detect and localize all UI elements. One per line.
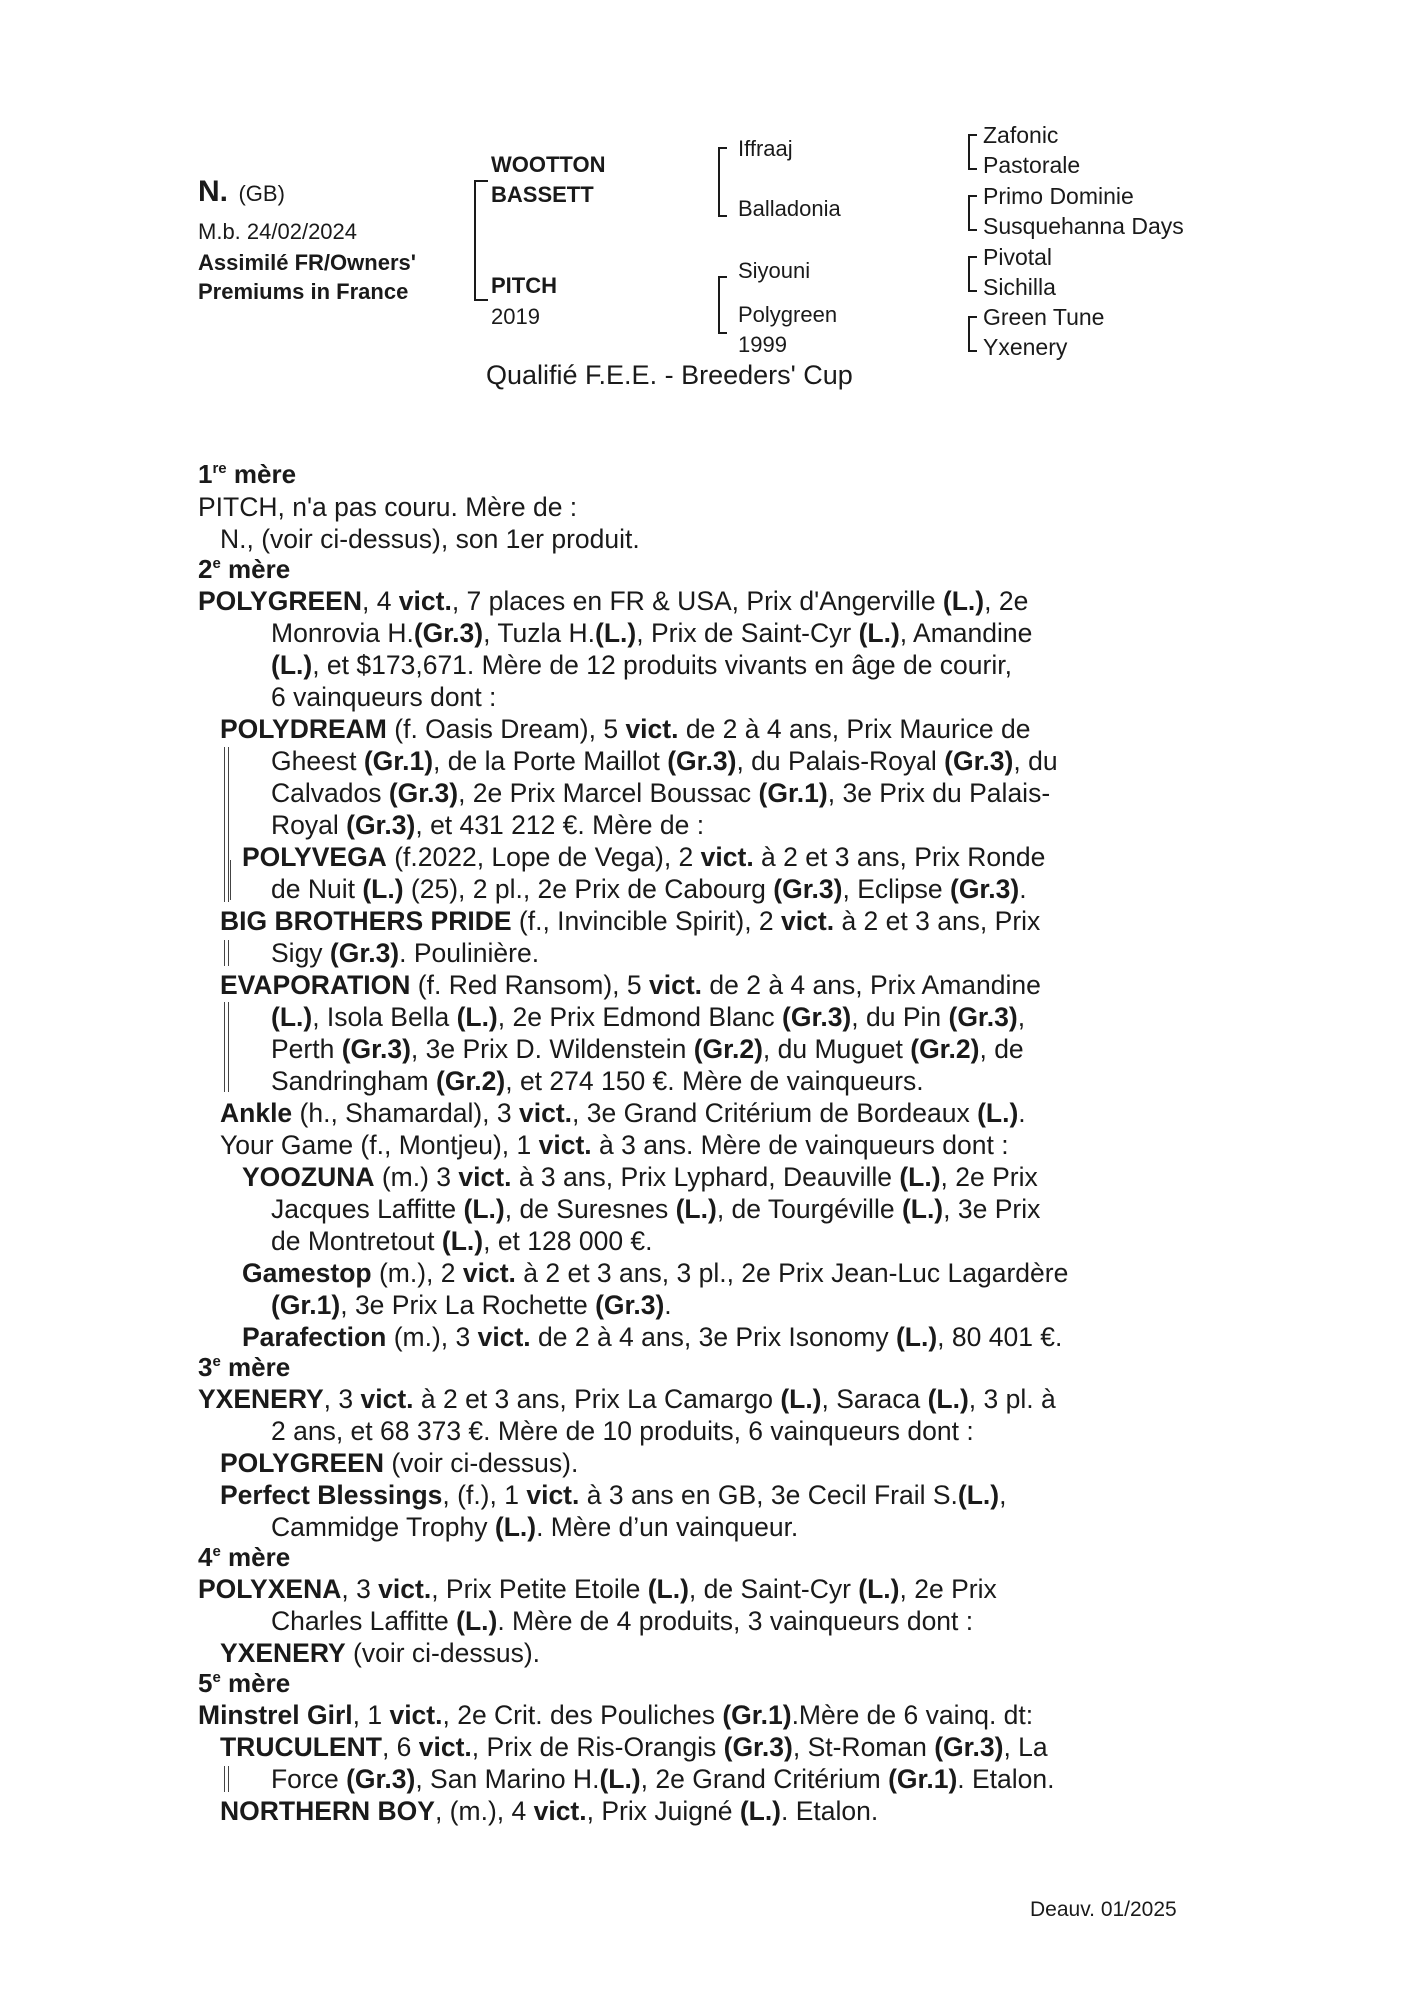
yoozuna-line-3 xyxy=(271,1226,653,1257)
grade: (Gr.3) xyxy=(341,1034,411,1064)
text: (f., Invincible Spirit), 2 xyxy=(511,906,782,936)
truculent-line-1 xyxy=(220,1732,1048,1763)
perfect-line-2 xyxy=(271,1512,798,1543)
grade: (L.) xyxy=(675,1194,717,1224)
sire-dam-sire: Primo Dominie xyxy=(983,183,1134,209)
pedigree-bracket-ss xyxy=(968,134,977,170)
text: , 3 pl. à xyxy=(968,1384,1056,1414)
yxenery2-line xyxy=(220,1638,540,1669)
text: Force xyxy=(271,1764,347,1794)
text: , St-Roman xyxy=(792,1732,935,1762)
text: , La xyxy=(1003,1732,1048,1762)
text: , de la Porte Maillot xyxy=(433,746,668,776)
section-number: 4 xyxy=(198,1542,213,1572)
vict: vict. xyxy=(360,1384,414,1414)
vict: vict. xyxy=(458,1162,512,1192)
grade: (L.) xyxy=(463,1194,505,1224)
section-word: mère xyxy=(233,459,297,489)
text: Calvados xyxy=(271,778,389,808)
ankle-line xyxy=(220,1098,1026,1129)
text: , de Suresnes xyxy=(504,1194,676,1224)
text: , 2e Crit. des Pouliches xyxy=(442,1700,723,1730)
text: , Prix de Ris-Orangis xyxy=(471,1732,724,1762)
section-suffix: e xyxy=(212,1353,221,1370)
text: . Etalon. xyxy=(957,1764,1055,1794)
text: , 3e Grand Critérium de Bordeaux xyxy=(572,1098,978,1128)
bbp-line-2 xyxy=(271,938,539,969)
section-1re-mere xyxy=(198,459,296,490)
horse-name: TRUCULENT xyxy=(220,1732,382,1762)
grade: (Gr.2) xyxy=(910,1034,980,1064)
foal-sex-dob: M.b. 24/02/2024 xyxy=(198,219,358,244)
vict: vict. xyxy=(533,1796,587,1826)
grade: (L.) xyxy=(858,1574,900,1604)
horse-name: Parafection xyxy=(242,1322,387,1352)
section-number: 5 xyxy=(198,1668,213,1698)
text: . xyxy=(1018,1098,1026,1128)
grade: (Gr.3) xyxy=(773,874,843,904)
dam-dam-year: 1999 xyxy=(738,332,787,357)
text: , 80 401 €. xyxy=(937,1322,1063,1352)
grade: (Gr.3) xyxy=(948,1002,1018,1032)
section-suffix: e xyxy=(212,1543,221,1560)
sire-sire-sire: Zafonic xyxy=(983,122,1059,148)
horse-name: Perfect Blessings xyxy=(220,1480,443,1510)
vict: vict. xyxy=(378,1574,432,1604)
polydream-line-3 xyxy=(271,778,1050,809)
vict: vict. xyxy=(538,1130,592,1160)
text: , Eclipse xyxy=(842,874,950,904)
vict: vict. xyxy=(389,1700,443,1730)
section-4e-mere xyxy=(198,1542,290,1573)
horse-name: YOOZUNA xyxy=(242,1162,375,1192)
pedigree-bracket-dd xyxy=(968,316,977,352)
gamestop-line-2 xyxy=(271,1290,672,1321)
text: (h., Shamardal), 3 xyxy=(292,1098,519,1128)
vict: vict. xyxy=(519,1098,573,1128)
polygreen-line-1 xyxy=(198,586,1028,617)
vict: vict. xyxy=(649,970,703,1000)
section-number: 1 xyxy=(198,459,213,489)
horse-name: EVAPORATION xyxy=(220,970,411,1000)
grade: (Gr.3) xyxy=(595,1290,665,1320)
gamestop-line-1 xyxy=(242,1258,1068,1289)
grade: (L.) xyxy=(362,874,404,904)
assimile-line-2: Premiums in France xyxy=(198,279,409,304)
text: , 1 xyxy=(352,1700,390,1730)
horse-name: POLYGREEN xyxy=(198,586,362,616)
grade: (Gr.3) xyxy=(950,874,1020,904)
grade: (L.) xyxy=(494,1512,537,1542)
produce-bar xyxy=(224,940,229,966)
text: Sigy xyxy=(271,938,330,968)
polydream-line-2 xyxy=(271,746,1058,777)
text: , xyxy=(999,1480,1007,1510)
produce-bar xyxy=(224,747,229,902)
text: . Mère d’un vainqueur. xyxy=(536,1512,799,1542)
yourgame-line xyxy=(220,1130,1009,1161)
vict: vict. xyxy=(700,842,754,872)
vict: vict. xyxy=(526,1480,580,1510)
text: Your Game (f., Montjeu), 1 xyxy=(220,1130,539,1160)
perfect-line-1 xyxy=(220,1480,1006,1511)
section-suffix: re xyxy=(212,460,227,477)
pedigree-bracket-gen1 xyxy=(474,180,488,301)
pedigree-bracket-ds xyxy=(968,256,977,292)
vict: vict. xyxy=(477,1322,531,1352)
text: Cammidge Trophy xyxy=(271,1512,495,1542)
horse-name: BIG BROTHERS PRIDE xyxy=(220,906,512,936)
text: , 3e Prix xyxy=(943,1194,1041,1224)
grade: (Gr.1) xyxy=(758,778,828,808)
produce-bar xyxy=(224,1002,229,1092)
grade: (L.) xyxy=(456,1606,498,1636)
yxenery-line-1 xyxy=(198,1384,1056,1415)
text: , Saraca xyxy=(821,1384,928,1414)
grade: (Gr.2) xyxy=(436,1066,506,1096)
section-word: mère xyxy=(228,1352,291,1382)
text: (voir ci-dessus). xyxy=(383,1448,579,1478)
text: Jacques Laffitte xyxy=(271,1194,464,1224)
text: . Mère de 4 produits, 3 vainqueurs dont : xyxy=(497,1606,974,1636)
grade: (Gr.1) xyxy=(271,1290,341,1320)
text: , Isola Bella xyxy=(312,1002,457,1032)
text: , 3 xyxy=(323,1384,361,1414)
grade: (L.) xyxy=(271,1002,313,1032)
footer-reference: Deauv. 01/2025 xyxy=(1030,1898,1177,1921)
n-line: N., (voir ci-dessus), son 1er produit. xyxy=(220,524,640,554)
yoozuna-line-1 xyxy=(242,1162,1038,1193)
polyxena-line-1 xyxy=(198,1574,997,1605)
grade: (Gr.3) xyxy=(413,618,484,648)
text: , 2e Prix xyxy=(899,1574,997,1604)
text: . Etalon. xyxy=(781,1796,879,1826)
horse-name: POLYGREEN xyxy=(220,1448,384,1478)
text: , (m.), 4 xyxy=(434,1796,534,1826)
polygreen2-line xyxy=(220,1448,578,1479)
horse-name: POLYVEGA xyxy=(242,842,387,872)
evap-line-2 xyxy=(271,1002,1025,1033)
bbp-line-1 xyxy=(220,906,1040,937)
text: , du xyxy=(1013,746,1058,776)
text: , 3 xyxy=(341,1574,379,1604)
grade: (L.) xyxy=(858,618,900,648)
dam-sire-dam: Sichilla xyxy=(983,274,1056,300)
text: , Prix de Saint-Cyr xyxy=(636,618,859,648)
yoozuna-line-2 xyxy=(271,1194,1040,1225)
yxenery-line-2: 2 ans, et 68 373 €. Mère de 10 produits, 6 vainqueurs dont : xyxy=(271,1416,974,1446)
text: , 2e Prix Edmond Blanc xyxy=(497,1002,783,1032)
text: (f. Red Ransom), 5 xyxy=(410,970,649,1000)
horse-name: Minstrel Girl xyxy=(198,1700,353,1730)
text: de Montretout xyxy=(271,1226,442,1256)
text: , 2e xyxy=(984,586,1029,616)
pitch-line: PITCH, n'a pas couru. Mère de : xyxy=(198,492,578,522)
text: à 2 et 3 ans, Prix La Camargo xyxy=(413,1384,781,1414)
text: , 3e Prix La Rochette xyxy=(340,1290,596,1320)
text: Sandringham xyxy=(271,1066,436,1096)
grade: (L.) xyxy=(599,1764,641,1794)
minstrel-line xyxy=(198,1700,1033,1731)
section-2e-mere xyxy=(198,554,290,585)
grade: (L.) xyxy=(942,586,985,616)
section-suffix: e xyxy=(212,555,221,572)
sire-name-line-1: WOOTTON xyxy=(491,152,606,177)
dam-sire: Siyouni xyxy=(738,258,811,283)
grade: (Gr.3) xyxy=(388,778,459,808)
grade: (L.) xyxy=(977,1098,1019,1128)
text: , Prix Juigné xyxy=(586,1796,740,1826)
foal-country: (GB) xyxy=(238,181,285,206)
text: à 3 ans en GB, 3e Cecil Frail S. xyxy=(579,1480,958,1510)
text: , du Pin xyxy=(851,1002,949,1032)
text: (m.) 3 xyxy=(374,1162,459,1192)
text: , Tuzla H. xyxy=(483,618,596,648)
grade: (Gr.2) xyxy=(693,1034,763,1064)
grade: (L.) xyxy=(739,1796,782,1826)
northern-line xyxy=(220,1796,878,1827)
text: , Amandine xyxy=(899,618,1033,648)
parafection-line xyxy=(242,1322,1062,1353)
polyvega-line-1 xyxy=(242,842,1045,873)
text: de Nuit xyxy=(271,874,363,904)
grade: (L.) xyxy=(901,1194,944,1224)
text: Monrovia H. xyxy=(271,618,414,648)
grade: (Gr.1) xyxy=(363,746,434,776)
section-suffix: e xyxy=(212,1669,221,1686)
vict: vict. xyxy=(625,714,679,744)
text: (25), 2 pl., 2e Prix de Cabourg xyxy=(403,874,774,904)
grade: (L.) xyxy=(927,1384,969,1414)
text: , 3e Prix D. Wildenstein xyxy=(410,1034,694,1064)
grade: (Gr.3) xyxy=(346,1764,416,1794)
horse-name: Gamestop xyxy=(242,1258,372,1288)
text: , 6 xyxy=(381,1732,419,1762)
text: Royal xyxy=(271,810,347,840)
vict: vict. xyxy=(418,1732,472,1762)
sire-dam: Balladonia xyxy=(738,196,841,221)
evap-line-1 xyxy=(220,970,1041,1001)
text: Gheest xyxy=(271,746,364,776)
produce-bar xyxy=(224,1766,229,1792)
text: à 2 et 3 ans, Prix Ronde xyxy=(753,842,1046,872)
text: .Mère de 6 vainq. dt: xyxy=(791,1700,1034,1730)
dam-year: 2019 xyxy=(491,304,540,329)
grade: (Gr.3) xyxy=(346,810,416,840)
grade: (Gr.3) xyxy=(667,746,737,776)
section-5e-mere xyxy=(198,1668,290,1699)
text: , 2e Grand Critérium xyxy=(640,1764,889,1794)
text: , de xyxy=(979,1034,1024,1064)
grade: (L.) xyxy=(271,650,313,680)
dam-dam: Polygreen xyxy=(738,302,838,327)
text: , et 274 150 €. Mère de vainqueurs. xyxy=(505,1066,924,1096)
polyvega-line-2 xyxy=(271,874,1027,905)
foal-name: N. xyxy=(198,175,228,208)
text: , San Marino H. xyxy=(415,1764,600,1794)
evap-line-4 xyxy=(271,1066,924,1097)
produce-bar xyxy=(230,860,234,900)
text: à 2 et 3 ans, Prix xyxy=(834,906,1041,936)
dam-dam-dam: Yxenery xyxy=(983,334,1068,360)
text: de 2 à 4 ans, 3e Prix Isonomy xyxy=(530,1322,896,1352)
text: de 2 à 4 ans, Prix Amandine xyxy=(702,970,1041,1000)
text: , et 431 212 €. Mère de : xyxy=(415,810,705,840)
sire-sire-dam: Pastorale xyxy=(983,152,1081,178)
vict: vict. xyxy=(781,906,835,936)
text: , 3e Prix du Palais- xyxy=(827,778,1051,808)
grade: (L.) xyxy=(441,1226,484,1256)
grade: (Gr.1) xyxy=(722,1700,792,1730)
text: , et 128 000 €. xyxy=(483,1226,653,1256)
grade: (L.) xyxy=(780,1384,822,1414)
grade: (Gr.3) xyxy=(934,1732,1004,1762)
text: à 3 ans, Prix Lyphard, Deauville xyxy=(511,1162,900,1192)
text: , et $173,671. Mère de 12 produits vivants en âge de courir, xyxy=(312,650,1012,680)
sire-dam-dam: Susquehanna Days xyxy=(983,213,1184,239)
grade: (L.) xyxy=(595,618,637,648)
text: . xyxy=(664,1290,672,1320)
section-word: mère xyxy=(228,1668,291,1698)
text: , 2e Prix Marcel Boussac xyxy=(458,778,759,808)
pedigree-bracket-dam xyxy=(718,276,727,334)
section-word: mère xyxy=(228,1542,291,1572)
horse-name: POLYDREAM xyxy=(220,714,387,744)
horse-name: YXENERY xyxy=(198,1384,324,1414)
polyxena-line-2 xyxy=(271,1606,973,1637)
text: , Prix Petite Etoile xyxy=(431,1574,648,1604)
sire-name-line-2: BASSETT xyxy=(491,182,594,207)
qualification: Qualifié F.E.E. - Breeders' Cup xyxy=(486,360,853,390)
dam-sire-sire: Pivotal xyxy=(983,244,1053,270)
section-word: mère xyxy=(228,554,291,584)
text: (f. Oasis Dream), 5 xyxy=(386,714,626,744)
text: (m.), 2 xyxy=(371,1258,463,1288)
horse-name: NORTHERN BOY xyxy=(220,1796,435,1826)
text: , de Tourgéville xyxy=(716,1194,902,1224)
grade: (Gr.3) xyxy=(944,746,1014,776)
grade: (Gr.3) xyxy=(329,938,400,968)
foal-name-line xyxy=(198,175,285,209)
text: . xyxy=(1019,874,1027,904)
text: à 2 et 3 ans, 3 pl., 2e Prix Jean-Luc Lagardère xyxy=(515,1258,1069,1288)
text: Charles Laffitte xyxy=(271,1606,457,1636)
vict: vict. xyxy=(462,1258,516,1288)
grade: (L.) xyxy=(957,1480,1000,1510)
pedigree-bracket-sire xyxy=(718,147,727,217)
section-number: 2 xyxy=(198,554,213,584)
text: , 4 xyxy=(361,586,399,616)
grade: (L.) xyxy=(899,1162,941,1192)
text: (m.), 3 xyxy=(386,1322,478,1352)
section-number: 3 xyxy=(198,1352,213,1382)
text: de 2 à 4 ans, Prix Maurice de xyxy=(678,714,1031,744)
polydream-line-1 xyxy=(220,714,1031,745)
dam-name: PITCH xyxy=(491,273,557,298)
text: Perth xyxy=(271,1034,342,1064)
text: à 3 ans. Mère de vainqueurs dont : xyxy=(591,1130,1009,1160)
grade: (Gr.3) xyxy=(782,1002,852,1032)
grade: (Gr.3) xyxy=(723,1732,793,1762)
assimile-line-1: Assimilé FR/Owners' xyxy=(198,250,416,275)
vict: vict. xyxy=(398,586,452,616)
horse-name: Ankle xyxy=(220,1098,293,1128)
grade: (L.) xyxy=(895,1322,938,1352)
grade: (Gr.1) xyxy=(888,1764,958,1794)
pedigree-bracket-sd xyxy=(968,195,977,231)
text: , xyxy=(1017,1002,1026,1032)
evap-line-3 xyxy=(271,1034,1024,1065)
section-3e-mere xyxy=(198,1352,290,1383)
polygreen-line-3 xyxy=(271,650,1012,681)
text: , du Palais-Royal xyxy=(736,746,945,776)
grade: (L.) xyxy=(647,1574,689,1604)
polygreen-line-2 xyxy=(271,618,1032,649)
horse-name: POLYXENA xyxy=(198,1574,342,1604)
dam-dam-sire: Green Tune xyxy=(983,304,1105,330)
sire-sire: Iffraaj xyxy=(738,136,793,161)
text: (f.2022, Lope de Vega), 2 xyxy=(386,842,701,872)
polygreen-line-4: 6 vainqueurs dont : xyxy=(271,682,497,712)
truculent-line-2 xyxy=(271,1764,1055,1795)
text: , (f.), 1 xyxy=(442,1480,527,1510)
text: , de Saint-Cyr xyxy=(688,1574,859,1604)
polydream-line-4 xyxy=(271,810,704,841)
text: . Poulinière. xyxy=(399,938,540,968)
text: , 7 places en FR & USA, Prix d'Angerville xyxy=(451,586,943,616)
text: (voir ci-dessus). xyxy=(345,1638,541,1668)
text: , 2e Prix xyxy=(940,1162,1038,1192)
grade: (L.) xyxy=(456,1002,498,1032)
horse-name: YXENERY xyxy=(220,1638,346,1668)
text: , du Muguet xyxy=(762,1034,911,1064)
